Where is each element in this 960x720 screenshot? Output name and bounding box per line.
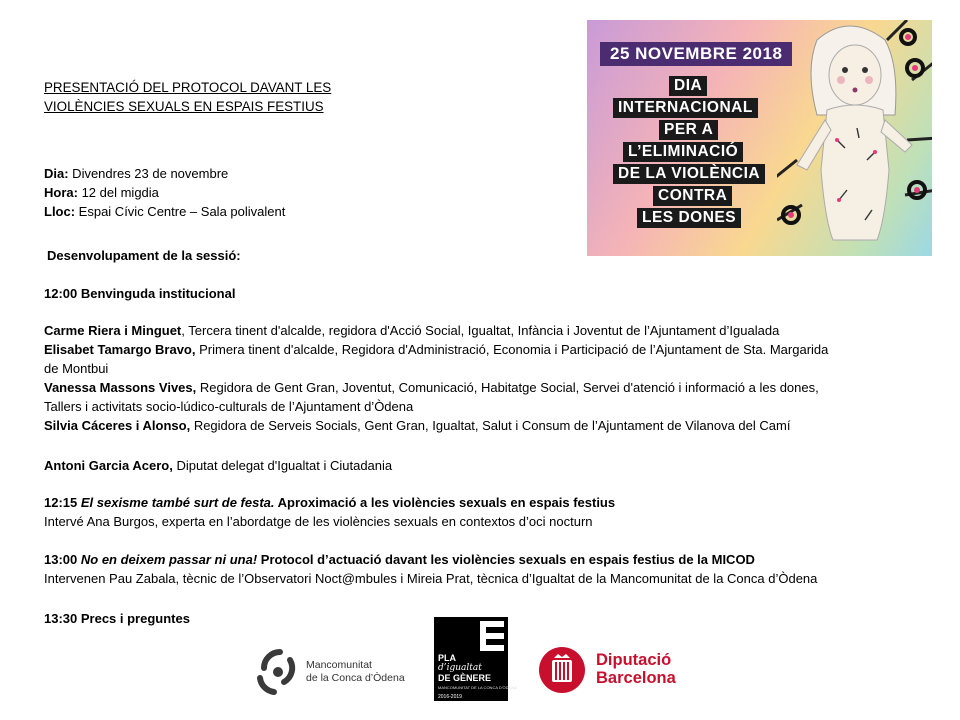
- campaign-poster: [587, 20, 932, 256]
- talk-2-speaker: Intervenen Pau Zabala, tècnic de l’Observatori Noct@mbules i Mireia Prat, tècnica d’Igualtat de la Mancomunitat de la Conca d’Òdena: [44, 571, 818, 586]
- agenda-questions: 13:30 Precs i preguntes: [44, 611, 190, 626]
- talk-1-italic-title: El sexisme també surt de festa.: [80, 495, 275, 510]
- deputy-line: [44, 456, 392, 475]
- event-title-line-1: PRESENTACIÓ DEL PROTOCOL DAVANT LES: [44, 80, 332, 95]
- speaker-1: [44, 321, 929, 340]
- event-details: [44, 164, 285, 221]
- speaker-2-role-continued: de Montbui: [44, 361, 109, 376]
- event-place: [44, 202, 285, 221]
- pla-line-2: d’igualtat: [438, 663, 482, 673]
- poster-line-4: L’ELIMINACIÓ: [623, 142, 743, 162]
- diputacio-shield-icon: [538, 646, 586, 694]
- event-date: [44, 164, 285, 183]
- talk-1-title: [44, 493, 615, 512]
- mancomunitat-line-2: de la Conca d’Òdena: [306, 672, 405, 684]
- pla-title: [438, 653, 491, 683]
- speaker-3-role-continued: Tallers i activitats socio-lúdico-culturals de l’Ajuntament d’Òdena: [44, 399, 414, 414]
- speaker-role: Regidora de Gent Gran, Joventut, Comunicació, Habitatge Social, Servei d'atenció i informació a les dones,: [196, 380, 819, 395]
- talk-2-italic-title: No en deixem passar ni una!: [80, 552, 258, 567]
- speaker-role: Regidora de Serveis Socials, Gent Gran, Igualtat, Salut i Consum de l’Ajuntament de Vilanova del Camí: [190, 418, 791, 433]
- talk-1-subtitle: Aproximació a les violències sexuals en espais festius: [274, 495, 616, 510]
- pla-subtitle: MANCOMUNITAT DE LA CONCA D'ÒDENA: [438, 685, 517, 690]
- talk-2-title: [44, 550, 817, 569]
- pla-emblem-icon: [434, 617, 508, 657]
- mancomunitat-emblem-icon: [254, 646, 302, 698]
- diputacio-line-2: Barcelona: [596, 669, 676, 687]
- speaker-role: , Tercera tinent d'alcalde, regidora d'Acció Social, Igualtat, Infància i Joventut de l’Ajuntament d’Igualada: [181, 323, 780, 338]
- speaker-name: Vanessa Massons Vives,: [44, 380, 197, 395]
- poster-line-7: LES DONES: [637, 208, 741, 228]
- speaker-4: [44, 416, 929, 435]
- diputacio-line-1: Diputació: [596, 651, 672, 669]
- date-label: Dia:: [44, 166, 69, 181]
- event-title-line-2: VIOLÈNCIES SEXUALS EN ESPAIS FESTIUS: [44, 99, 324, 114]
- mancomunitat-line-1: Mancomunitat: [306, 659, 372, 671]
- speaker-name: Silvia Cáceres i Alonso,: [44, 418, 191, 433]
- agenda-talk-2: [44, 550, 817, 588]
- diputacio-logo: [538, 646, 698, 694]
- poster-line-3: PER A: [659, 120, 718, 140]
- event-title: [44, 78, 331, 116]
- speaker-3: [44, 378, 929, 397]
- place-label: Lloc:: [44, 204, 76, 219]
- doll-illustration: [777, 20, 932, 256]
- mancomunitat-logo: [254, 646, 424, 698]
- speakers-list: [44, 321, 929, 435]
- speaker-2: [44, 340, 929, 359]
- place-value: Espai Cívic Centre – Sala polivalent: [75, 204, 286, 219]
- poster-line-6: CONTRA: [653, 186, 732, 206]
- agenda-talk-1: [44, 493, 615, 531]
- talk-2-time: 13:00: [44, 552, 81, 567]
- talk-1-speaker: Intervé Ana Burgos, experta en l’abordatge de les violències sexuals en contextos d’oci nocturn: [44, 514, 593, 529]
- pla-line-1: PLA: [438, 653, 456, 663]
- poster-line-1: DIA: [669, 76, 707, 96]
- pla-line-3: DE GÈNERE: [438, 673, 492, 683]
- agenda-welcome: 12:00 Benvinguda institucional: [44, 286, 236, 301]
- deputy-speaker: [44, 456, 392, 475]
- deputy-role: Diputat delegat d'Igualtat i Ciutadania: [172, 458, 393, 473]
- poster-line-5: DE LA VIOLÈNCIA: [613, 164, 765, 184]
- speaker-role: Primera tinent d'alcalde, Regidora d'Administració, Economia i Participació de l’Ajuntament de Sta. Margarida: [195, 342, 829, 357]
- session-heading: Desenvolupament de la sessió:: [47, 248, 241, 263]
- event-time: [44, 183, 285, 202]
- talk-2-subtitle: Protocol d’actuació davant les violències sexuals en espais festius de la MICOD: [257, 552, 755, 567]
- poster-line-2: INTERNACIONAL: [613, 98, 758, 118]
- pla-years: 2016-2019: [438, 694, 462, 700]
- time-value: 12 del migdia: [77, 185, 159, 200]
- speaker-name: Carme Riera i Minguet: [44, 323, 182, 338]
- deputy-name: Antoni Garcia Acero,: [44, 458, 173, 473]
- pla-igualtat-logo: [434, 617, 517, 701]
- talk-1-time: 12:15: [44, 495, 81, 510]
- time-label: Hora:: [44, 185, 78, 200]
- poster-date: 25 NOVEMBRE 2018: [600, 42, 792, 66]
- date-value: Divendres 23 de novembre: [68, 166, 229, 181]
- mancomunitat-name: [306, 659, 405, 685]
- diputacio-name: [596, 651, 676, 687]
- speaker-name: Elisabet Tamargo Bravo,: [44, 342, 196, 357]
